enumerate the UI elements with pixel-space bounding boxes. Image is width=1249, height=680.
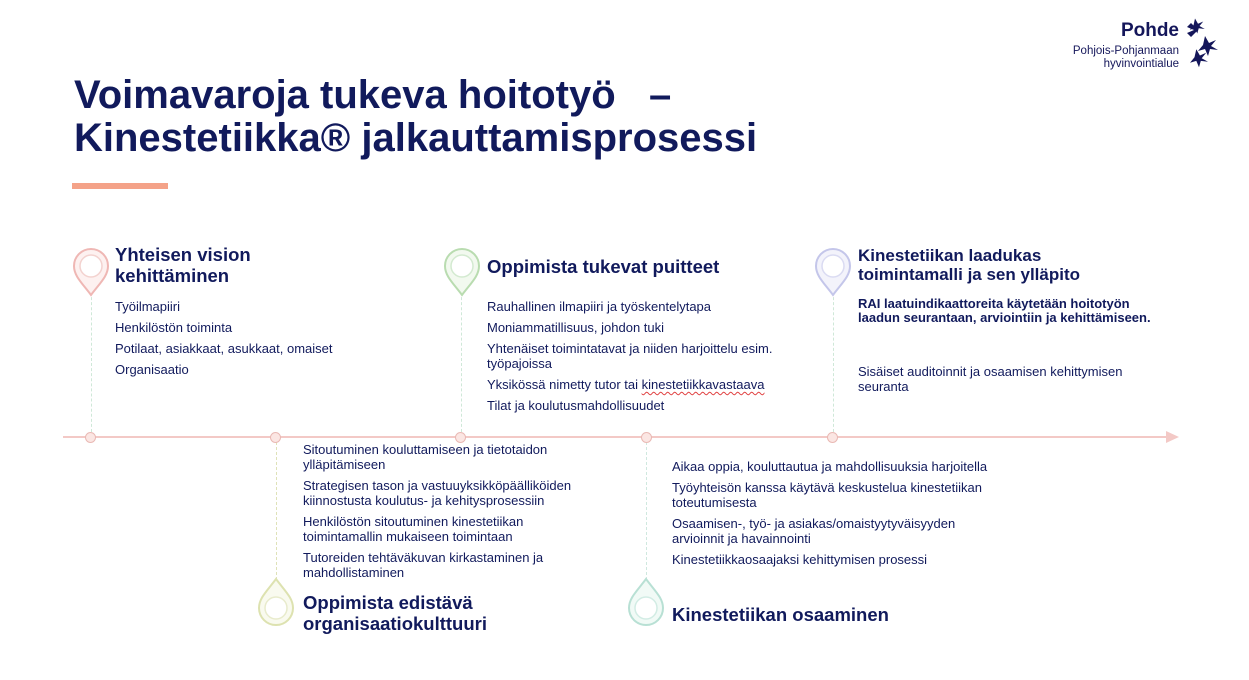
list-item: Kinestetiikkaosaajaksi kehittymisen prosessi — [672, 552, 928, 567]
title-line2: Kinestetiikka® jalkauttamisprosessi — [74, 116, 758, 160]
list-item: Osaamisen-, työ- ja asiakas/omaistyytyväisyyden arvioinnit ja havainnointi — [672, 516, 956, 546]
list-item: Työyhteisön kanssa käytävä keskustelua kinestetiikan toteutumisesta — [672, 480, 983, 510]
list-item — [487, 377, 787, 392]
list-item: Työilmapiiri — [115, 299, 181, 314]
stage1-list — [115, 299, 415, 383]
spellcheck-underlined-word: kinestetiikkavastaava — [641, 377, 765, 392]
stage3-heading: Oppimista tukevat puitteet — [487, 256, 720, 277]
stage1-heading-line1: Yhteisen vision — [115, 244, 251, 265]
location-pin-icon — [814, 247, 852, 297]
timeline-dot-5 — [827, 432, 838, 443]
list-item: Henkilöstön sitoutuminen kinestetiikan toimintamallin mukaiseen toimintaan — [303, 514, 524, 544]
logo-subtitle-line1: Pohjois-Pohjanmaan — [1072, 45, 1179, 57]
connector-1 — [91, 292, 92, 432]
stage5-heading-line1: Kinestetiikan laadukas — [858, 246, 1042, 265]
connector-5 — [833, 292, 834, 432]
list-item: Tilat ja koulutusmahdollisuudet — [487, 398, 665, 413]
connector-3 — [461, 292, 462, 432]
timeline-arrow-icon — [1166, 431, 1179, 443]
list-item: Organisaatio — [115, 362, 189, 377]
logo-subtitle — [1073, 45, 1179, 71]
location-pin-icon — [72, 247, 110, 297]
timeline-dot-4 — [641, 432, 652, 443]
location-pin-icon — [257, 577, 295, 627]
list-item: Aikaa oppia, kouluttautua ja mahdollisuuksia harjoitella — [672, 459, 988, 474]
connector-2 — [276, 442, 277, 580]
title-accent-bar — [72, 183, 168, 189]
connector-4 — [646, 442, 647, 580]
logo-star-icon — [1185, 17, 1219, 75]
location-pin-icon — [627, 577, 665, 627]
title-line1: Voimavaroja tukeva hoitotyö – — [74, 73, 672, 117]
stage3-list — [487, 299, 787, 419]
list-item: Henkilöstön toiminta — [115, 320, 233, 335]
stage5-heading — [858, 246, 1080, 284]
logo-name: Pohde — [1120, 20, 1179, 41]
timeline-dot-1 — [85, 432, 96, 443]
stage2-heading — [303, 592, 487, 634]
stage5-bold-text: RAI laatuindikaattoreita käytetään hoitotyön laadun seurantaan, arviointiin ja kehittämiseen. — [858, 296, 1151, 325]
list-item: Yhtenäiset toimintatavat ja niiden harjoittelu esim. työpajoissa — [487, 341, 773, 371]
list-item: Potilaat, asiakkaat, asukkaat, omaiset — [115, 341, 333, 356]
stage1-heading — [115, 244, 251, 286]
stage5-text: Sisäiset auditoinnit ja osaamisen kehittymisen seuranta — [858, 364, 1123, 394]
stage2-heading-line2: organisaatiokulttuuri — [303, 613, 487, 634]
stage4-list — [672, 459, 992, 573]
timeline-dot-2 — [270, 432, 281, 443]
list-item: Rauhallinen ilmapiiri ja työskentelytapa — [487, 299, 712, 314]
stage5-heading-line2: toimintamalli ja sen ylläpito — [858, 265, 1080, 284]
stage1-heading-line2: kehittäminen — [115, 265, 230, 286]
list-item: Sitoutuminen kouluttamiseen ja tietotaidon ylläpitämiseen — [303, 442, 548, 472]
stage4-heading: Kinestetiikan osaaminen — [672, 604, 889, 625]
timeline-line — [63, 436, 1168, 438]
page-title — [74, 74, 757, 160]
stage2-heading-line1: Oppimista edistävä — [303, 592, 473, 613]
list-item: Strategisen tason ja vastuuyksikköpäälliköiden kiinnostusta koulutus- ja kehitysprosessiin — [303, 478, 572, 508]
list-item: Moniammatillisuus, johdon tuki — [487, 320, 665, 335]
list-item-text: Yksikössä nimetty tutor tai — [487, 377, 642, 392]
location-pin-icon — [443, 247, 481, 297]
list-item: Tutoreiden tehtäväkuvan kirkastaminen ja mahdollistaminen — [303, 550, 544, 580]
logo-subtitle-line2: hyvinvointialue — [1103, 58, 1179, 70]
stage2-list — [303, 442, 603, 586]
